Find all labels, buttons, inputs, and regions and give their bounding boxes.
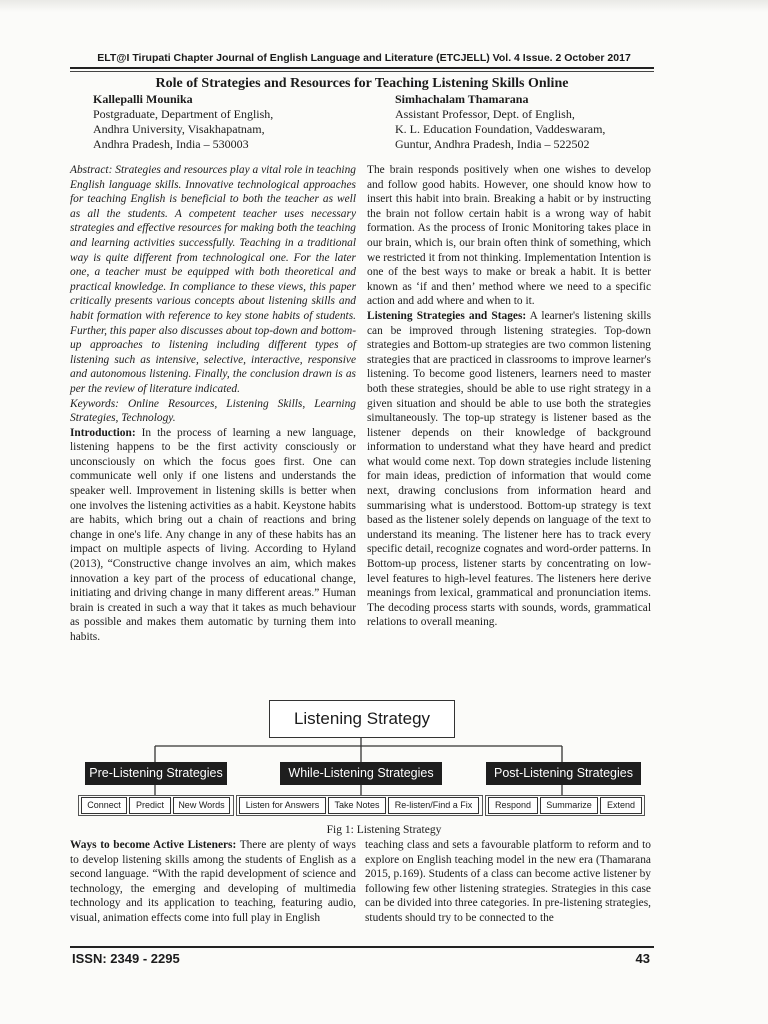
pre-listening-paragraph: teaching class and sets a favourable platform to reform and to explore on English teaching model in the new era (Thamarana 2015, p.169). Students of a class can become active listener by following few other listening strategies. Strategies in this case can be divided into three categories. In pre-listening strategies, students should try to be connected to the [365, 839, 651, 924]
author-affiliation-line: Assistant Professor, Dept. of English, [395, 107, 575, 121]
habit-paragraph: The brain responds positively when one wishes to develop and follow good habits. However, one should know how to insert this habit into brain. Breaking a habit or by instructing the brain not follow certain habit is a wrong way of habit formation. As the process of Ironic Monitoring takes place in our brain, which is, our brain often think of something, which we restricted it from not thinking. Implementation Intention is one of the best ways to make or break a habit. It is better known as ‘if and then’ method where we need to a specific action and add where and when to it. [367, 164, 651, 308]
author-affiliation-line: Andhra University, Visakhapatnam, [93, 122, 265, 136]
item-listen-for-answers: Listen for Answers [239, 797, 326, 814]
journal-header: ELT@I Tirupati Chapter Journal of English Language and Literature (ETCJELL) Vol. 4 Issue. 2 October 2017 [97, 52, 631, 64]
abstract-text: Strategies and resources play a vital role in teaching English language skills. Innovative technological approaches for teaching English is beneficial to both the teacher as well as all the students. A competent teacher uses necessary strategies and effective resources for making both the teaching and learning activities successfully. Teaching in a traditional way is quite different from technological one. For the later one, a teacher must be equipped with both theoretical and practical knowledge. In compliance to these views, this paper critically presents various concepts about listening skills and habit formation with reference to key stone habits of students. Further, this paper also discusses about top-down and bottom-up approaches to listening including different types of listening such as intensive, selective, interactive, responsive and autonomous listening. Finally, the conclusion drawn is as per the review of literature indicated. [70, 164, 356, 395]
item-new-words: New Words [173, 797, 230, 814]
item-extend: Extend [600, 797, 642, 814]
author-name: Simhachalam Thamarana [395, 92, 529, 106]
listening-strategy-box: Listening Strategy [269, 700, 455, 738]
bottom-left-column [70, 838, 356, 926]
author-name: Kallepalli Mounika [93, 92, 193, 106]
figure-caption: Fig 1: Listening Strategy [326, 824, 442, 836]
post-listening-box: Post-Listening Strategies [486, 762, 641, 785]
item-summarize: Summarize [540, 797, 598, 814]
item-respond: Respond [488, 797, 538, 814]
section-text: There are plenty of ways to develop listening skills among the students of English as a second language. “With the rapid development of science and technology, the emerging and developing of multimedia technology and its application to teaching, featuring audio, visual, animation effects come into full play in English [70, 839, 356, 924]
item-relisten-find-a-fix: Re-listen/Find a Fix [388, 797, 479, 814]
section-heading: Listening Strategies and Stages: [367, 309, 527, 322]
item-take-notes: Take Notes [328, 797, 386, 814]
abstract-label: Abstract: [70, 164, 113, 176]
author-affiliation-line: Andhra Pradesh, India – 530003 [93, 137, 249, 151]
introduction-text: In the process of learning a new language, listening happens to be the first activity consciously or unconsciously on which the focus goes first. One can communicate well only if one listens and understands the speaker well. Improvement in listening skills is better when one involves the listening activities as a habit. Keystone habits are habits, which bring out a chain of reactions and bring change in one's life. Any change in any of these habits has an impact on multiple aspects of living. According to Hyland (2013), “Constructive change involves an aim, which makes innovation a key part of the process of educational change, initiating and driving change in many different areas.” Human brain is created in such a way that it takes as much behaviour as possible and makes them automatic by turning them into habits. [70, 426, 356, 643]
keywords-text: Online Resources, Listening Skills, Learning Strategies, Technology. [70, 397, 356, 425]
keywords-label: Keywords: [70, 397, 119, 410]
section-heading: Ways to become Active Listeners: [70, 839, 237, 851]
section-text: A learner's listening skills can be improved through listening strategies. Top-down strategies and Bottom-up strategies are two common listening strategies that are practiced in classrooms to improve learner's listening. To become good listeners, learners need to master both these strategies, should be able to use right strategy in a given situation and should be able to use both the strategies simultaneously. The top-up strategy is listener based as the listener depends on their knowledge of background information to understand what they have heard and predict what would come next. Top down strategies include listening for main ideas, prediction of information that would come next, drawing conclusions from information heard and summarising what is understood. Bottom-up strategy is text based as the listener solely depends on language of the text to understand its meaning. The listener here has to track every specific detail, recognize cognates and word-order patterns. In Bottom-up process, listener starts by concentrating on low-level features to high-level features. The listeners here derive meanings from lexical, grammatical and pronunciation items. The decoding process starts with sounds, words, grammatical relations to overall meaning. [367, 309, 652, 629]
item-predict: Predict [129, 797, 171, 814]
introduction-heading: Introduction: [70, 426, 136, 439]
item-connect: Connect [81, 797, 127, 814]
author-affiliation-line: Postgraduate, Department of English, [93, 107, 274, 121]
active-listeners-paragraph [70, 838, 356, 926]
footer-rule [70, 946, 654, 948]
page-number: 43 [635, 951, 650, 966]
bottom-right-column [365, 838, 651, 926]
author-affiliation-line: Guntur, Andhra Pradesh, India – 522502 [395, 137, 590, 151]
paper-title: Role of Strategies and Resources for Teaching Listening Skills Online [155, 76, 569, 91]
issn: ISSN: 2349 - 2295 [72, 951, 180, 966]
author-affiliation-line: K. L. Education Foundation, Vaddeswaram, [395, 122, 606, 136]
while-listening-box: While-Listening Strategies [280, 762, 442, 785]
pre-listening-box: Pre-Listening Strategies [85, 762, 227, 785]
